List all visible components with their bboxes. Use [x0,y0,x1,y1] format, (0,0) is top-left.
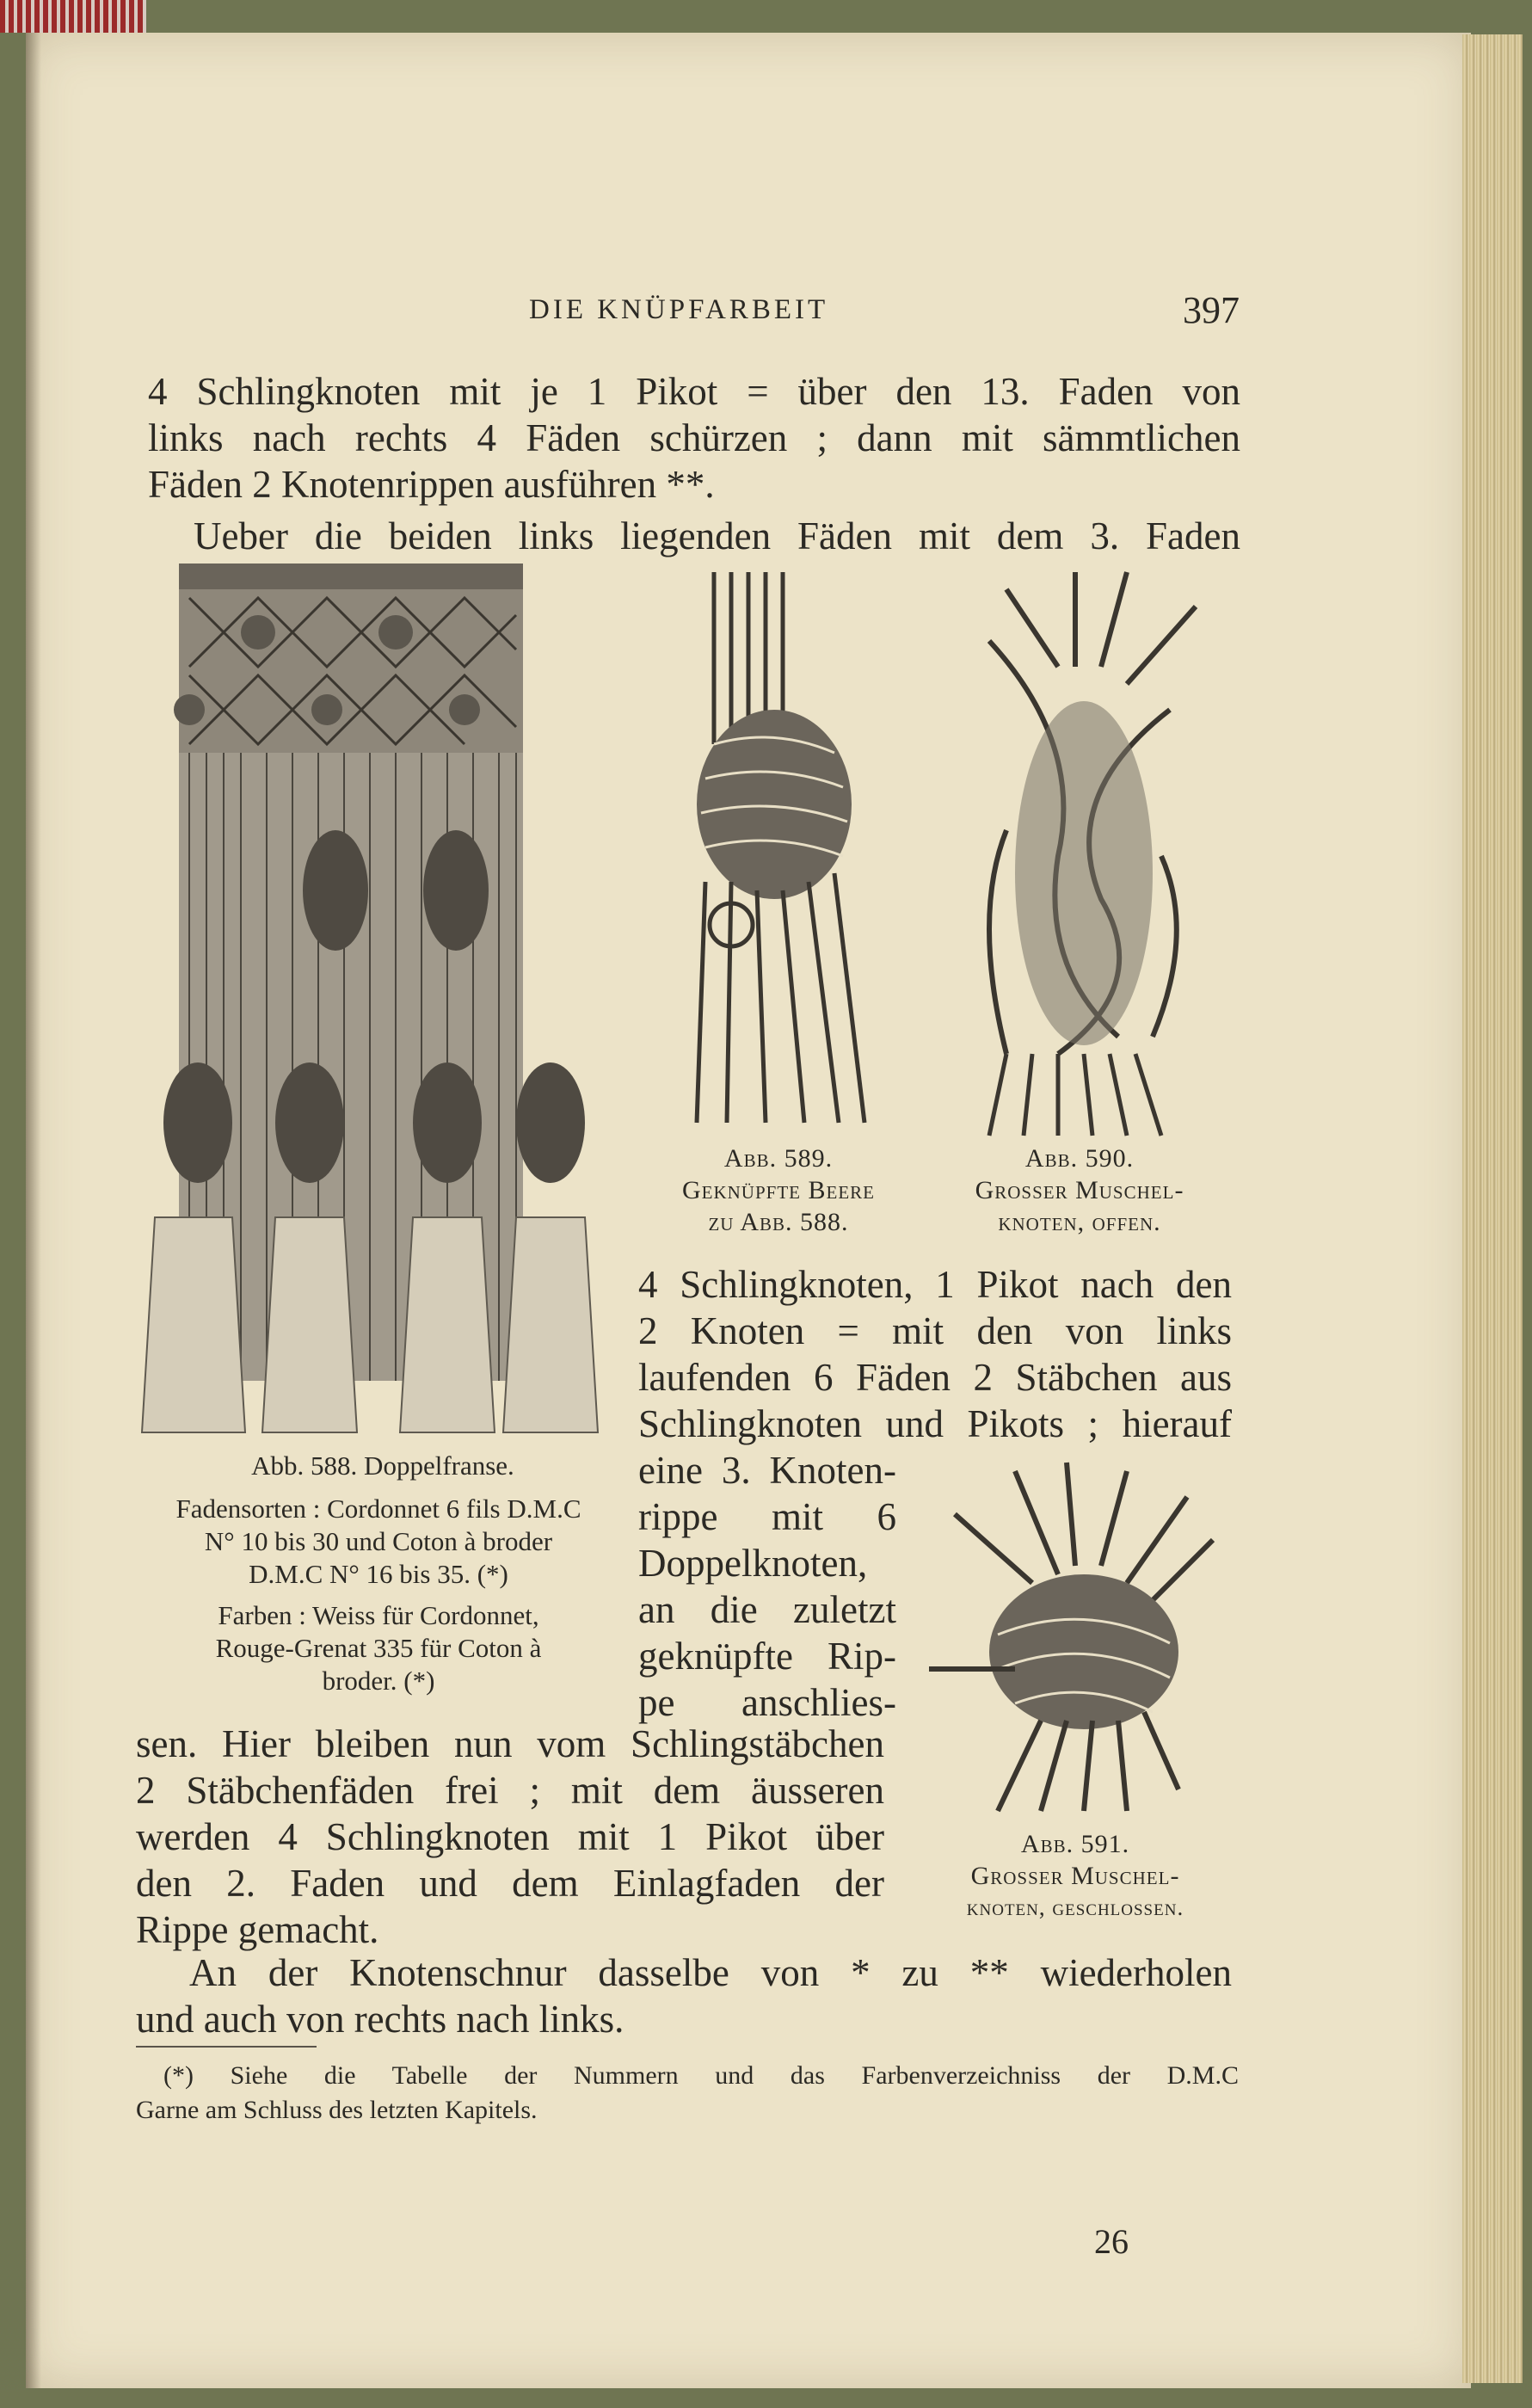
fig588-caption: Abb. 588. Doppelfranse. [251,1450,514,1481]
right-line: laufenden 6 Fäden 2 Stäbchen aus [638,1356,1232,1399]
fig590-caption-title: Grosser Muschel- [975,1176,1184,1204]
right-line: Schlingknoten und Pikots ; hierauf [638,1402,1232,1445]
fig591-caption-number: Abb. 591. [1020,1830,1130,1858]
fig589-image [680,572,877,1131]
spine-shadow [26,33,41,2388]
fig591-caption-title: Grosser Muschel- [970,1862,1180,1890]
fig591-caption-sub: knoten, geschlossen. [966,1894,1184,1920]
body-line: 4 Schlingknoten mit je 1 Pikot = über den 13. Faden von [148,370,1240,413]
fig588-detail: Farben : Weiss für Cordonnet, [218,1600,539,1630]
body-line: sen. Hier bleiben nun vom Schlingstäbchen [136,1722,884,1765]
page-edges [1462,34,1523,2383]
fig590-caption-sub: knoten, offen. [998,1208,1161,1236]
body-line: Fäden 2 Knotenrippen ausführen **. [148,463,715,506]
body-line: werden 4 Schlingknoten mit 1 Pikot über [136,1815,884,1858]
fig589-caption-number: Abb. 589. [723,1144,834,1173]
right-line: 4 Schlingknoten, 1 Pikot nach den [638,1263,1232,1306]
narrow-line: eine 3. Knoten- [638,1449,896,1492]
fig588-detail: Rouge-Grenat 335 für Coton à [215,1633,542,1663]
body-line: links nach rechts 4 Fäden schürzen ; dann mit sämmtlichen [148,416,1240,459]
body-line: und auch von rechts nach links. [136,1998,624,2041]
fig590-image [955,572,1213,1140]
fig588-detail: Fadensorten : Cordonnet 6 fils D.M.C [175,1493,581,1524]
footnote-line: (*) Siehe die Tabelle der Nummern und das Farbenverzeichniss der D.M.C [163,2061,1239,2090]
body-line: An der Knotenschnur dasselbe von * zu ** wiederholen [189,1951,1232,1994]
body-line: 2 Stäbchenfäden frei ; mit dem äusseren [136,1769,884,1812]
fig589-caption-ref: zu Abb. 588. [708,1208,849,1236]
footnote-line: Garne am Schluss des letzten Kapitels. [136,2096,538,2124]
narrow-line: pe anschlies- [638,1681,896,1724]
narrow-line: rippe mit 6 [638,1495,896,1538]
narrow-line: geknüpfte Rip- [638,1635,896,1678]
fig588-detail: N° 10 bis 30 und Coton à broder [204,1526,553,1556]
fig588-detail: broder. (*) [322,1666,435,1696]
fig588-detail: D.M.C N° 16 bis 35. (*) [249,1559,508,1589]
footnote-rule [136,2046,317,2048]
fig588-image [138,564,602,1441]
fig589-caption-title: Geknüpfte Beere [681,1176,875,1204]
body-line: Ueber die beiden links liegenden Fäden mit dem 3. Faden [194,514,1240,557]
bookmark-ribbon [0,0,146,33]
signature-mark: 26 [1094,2222,1129,2261]
body-line: den 2. Faden und dem Einlagfaden der [136,1862,884,1905]
fig591-image [929,1463,1221,1815]
running-title: DIE KNÜPFARBEIT [529,294,829,325]
page-number: 397 [1183,289,1240,331]
narrow-line: Doppelknoten, [638,1542,868,1585]
narrow-line: an die zuletzt [638,1588,896,1631]
right-line: 2 Knoten = mit den von links [638,1309,1232,1352]
body-line: Rippe gemacht. [136,1908,379,1951]
fig590-caption-number: Abb. 590. [1024,1144,1135,1173]
